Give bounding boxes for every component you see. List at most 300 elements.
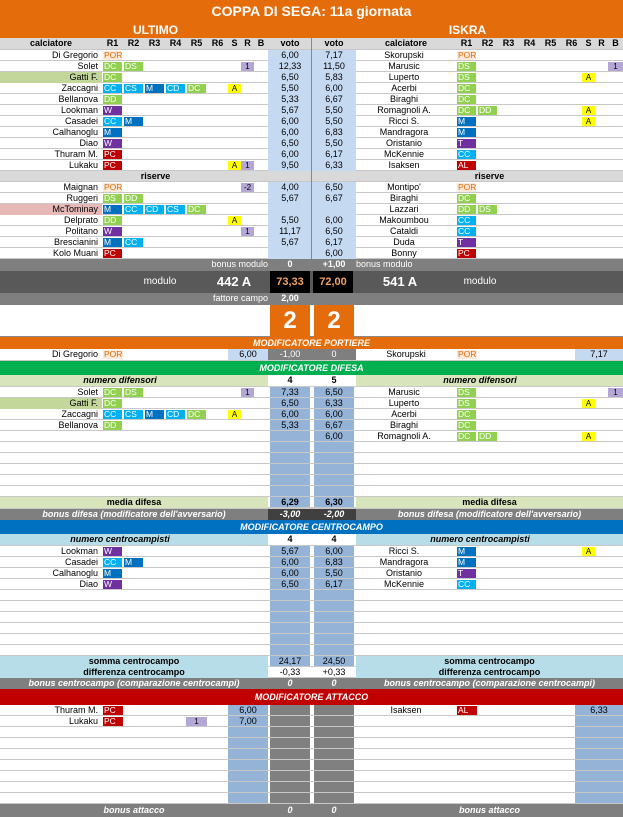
position-badge: T <box>457 238 476 247</box>
modificatore-portiere-title: MODIFICATORE PORTIERE <box>0 337 623 349</box>
somma-centrocampo-row <box>0 656 623 667</box>
player-name: Montipo' <box>387 182 421 192</box>
centrocampo-row <box>0 623 623 634</box>
player-name: Casadei <box>64 557 98 567</box>
stat-r: 1 <box>241 62 254 71</box>
position-badge: CC <box>103 84 122 93</box>
header-r1: R1 <box>460 38 473 48</box>
riserve-left-label: riserve <box>140 171 171 181</box>
player-name: Calhanoglu <box>52 568 98 578</box>
attacco-row <box>0 738 623 749</box>
position-badge: DC <box>187 84 206 93</box>
player-vote: 6,00 <box>281 149 299 159</box>
stat-s: A <box>228 410 241 419</box>
position-badge: DS <box>124 62 143 71</box>
position-badge: PC <box>103 706 123 715</box>
player-vote: 6,17 <box>325 237 343 247</box>
difesa-row <box>0 442 623 453</box>
player-name: Solet <box>77 387 98 397</box>
player-name: McTominay <box>52 204 98 214</box>
media-difesa-left: 6,29 <box>281 497 299 507</box>
header-voto: voto <box>280 38 300 48</box>
player-vote: 6,67 <box>325 94 343 104</box>
stat-s: A <box>582 117 595 126</box>
position-badge: CS <box>166 205 185 214</box>
bonus-modulo-left-label: bonus modulo <box>211 259 268 269</box>
score-row <box>0 305 623 337</box>
header-r: R <box>598 38 605 48</box>
centrocampo-row <box>0 612 623 623</box>
player-vote: 5,67 <box>281 546 299 556</box>
header-r5: R5 <box>544 38 557 48</box>
player-name: Biraghi <box>389 420 418 430</box>
player-vote: 6,00 <box>325 83 343 93</box>
position-badge: M <box>103 238 122 247</box>
modulo-left-label: modulo <box>143 276 177 287</box>
position-badge: M <box>457 117 476 126</box>
difesa-row <box>0 420 623 431</box>
position-badge: M <box>145 410 164 419</box>
fattore-campo-row <box>0 293 623 305</box>
header-s: S <box>585 38 592 48</box>
position-badge: CS <box>124 410 143 419</box>
player-name: Lazzari <box>389 204 419 214</box>
player-name: Lookman <box>60 546 98 556</box>
stat-s: A <box>582 73 595 82</box>
position-badge: DC <box>187 410 206 419</box>
player-vote: 6,00 <box>239 705 257 715</box>
position-badge: DD <box>103 421 122 430</box>
stat-r: 1 <box>241 161 254 170</box>
position-badge: DD <box>103 95 122 104</box>
player-vote: 7,17 <box>325 50 343 60</box>
page-title: COPPA DI SEGA: 11a giornata <box>0 0 623 22</box>
player-name: McKennie <box>383 579 425 589</box>
player-vote: 12,33 <box>278 61 302 71</box>
centrocampo-row <box>0 590 623 601</box>
position-badge: CC <box>457 216 476 225</box>
stat-r: 1 <box>241 388 254 397</box>
position-badge: PC <box>103 161 122 170</box>
player-vote: 5,33 <box>281 420 299 430</box>
team-left-name: ULTIMO <box>132 23 179 37</box>
position-badge: W <box>103 580 122 589</box>
stat-s: A <box>582 399 595 408</box>
difesa-row <box>0 464 623 475</box>
player-vote: 5,67 <box>281 105 299 115</box>
position-badge: DD <box>478 432 497 441</box>
somma-right: 24,50 <box>322 656 346 666</box>
player-vote: 6,00 <box>325 248 343 258</box>
player-name: Maignan <box>63 182 98 192</box>
position-badge: W <box>103 227 122 236</box>
position-badge: DC <box>103 399 122 408</box>
player-vote: 6,00 <box>281 50 299 60</box>
bonus-cc-right: 0 <box>331 678 337 688</box>
position-badge: DD <box>124 194 143 203</box>
team-header <box>0 22 623 38</box>
header-calciatore: calciatore <box>29 38 73 48</box>
player-vote: 6,00 <box>281 116 299 126</box>
position-badge: M <box>124 117 143 126</box>
diff-left-label: differenza centrocampo <box>83 667 185 677</box>
portiere-row <box>0 349 623 361</box>
somma-left: 24,17 <box>278 656 302 666</box>
stat-r: 1 <box>241 227 254 236</box>
position-badge: POR <box>458 349 477 359</box>
diff-left: -0,33 <box>279 667 301 677</box>
difesa-num-row <box>0 375 623 387</box>
player-vote: 6,50 <box>281 579 299 589</box>
bonus-modulo-left-value: 0 <box>287 259 293 269</box>
position-badge: DS <box>457 399 476 408</box>
position-badge: DC <box>103 73 122 82</box>
bonus-centrocampo-row <box>0 678 623 689</box>
player-vote: 5,67 <box>281 193 299 203</box>
position-badge: PC <box>103 717 123 726</box>
portiere-left-name: Di Gregorio <box>51 349 98 359</box>
attacco-row <box>0 716 623 727</box>
position-badge: PC <box>103 150 122 159</box>
bonus-attacco-row <box>0 804 623 817</box>
player-name: Makoumbou <box>379 215 429 225</box>
stat-b: 1 <box>608 62 623 71</box>
difesa-row <box>0 387 623 398</box>
modulo-right-value: 541 A <box>382 274 418 289</box>
player-vote <box>312 204 356 215</box>
player-name: Ricci S. <box>388 546 420 556</box>
player-name: Gatti F. <box>69 72 98 82</box>
player-name: Solet <box>77 61 98 71</box>
position-badge: DD <box>457 205 476 214</box>
player-name: Isaksen <box>388 160 420 170</box>
attacco-row <box>0 782 623 793</box>
header-r6: R6 <box>211 38 224 48</box>
stat-s: A <box>228 84 241 93</box>
header-r5: R5 <box>190 38 203 48</box>
modulo-right-label: modulo <box>463 276 497 287</box>
player-vote: 6,50 <box>325 226 343 236</box>
player-vote: 6,50 <box>281 398 299 408</box>
player-name: Politano <box>65 226 98 236</box>
diff-right: +0,33 <box>322 667 346 677</box>
bonus-modulo-right-value: +1,00 <box>322 259 346 269</box>
position-badge: M <box>457 547 476 556</box>
position-badge: CC <box>103 410 122 419</box>
player-vote: 6,00 <box>325 431 343 441</box>
position-badge: M <box>124 558 143 567</box>
player-name: Romagnoli A. <box>377 431 431 441</box>
position-badge: M <box>457 128 476 137</box>
header-voto: voto <box>324 38 344 48</box>
centrocampo-row <box>0 601 623 612</box>
bonus-difesa-right: -2,00 <box>312 509 356 520</box>
media-difesa-left-label: media difesa <box>106 497 162 507</box>
position-badge: PC <box>103 249 122 258</box>
player-name: Oristanio <box>385 568 422 578</box>
somma-left-label: somma centrocampo <box>88 656 180 666</box>
position-badge: M <box>457 558 476 567</box>
score-right: 2 <box>314 305 354 337</box>
player-name: Kolo Muani <box>52 248 98 258</box>
player-name: Di Gregorio <box>51 50 98 60</box>
player-name: Skorupski <box>384 50 424 60</box>
diff-centrocampo-row <box>0 667 623 678</box>
team-right-name: ISKRA <box>448 23 487 37</box>
header-r3: R3 <box>502 38 515 48</box>
modulo-left-total: 73,33 <box>270 271 310 293</box>
position-badge: POR <box>458 50 477 60</box>
position-badge: W <box>103 139 122 148</box>
difesa-num-label-left: numero difensori <box>83 375 157 385</box>
media-difesa-row <box>0 497 623 509</box>
position-badge: AL <box>457 706 477 715</box>
portiere-left-mod: -1,00 <box>279 349 301 359</box>
bonus-attacco-left: 0 <box>287 805 293 815</box>
modificatore-difesa-title: MODIFICATORE DIFESA <box>0 361 623 375</box>
difesa-num-left: 4 <box>287 375 293 385</box>
player-name: Calhanoglu <box>52 127 98 137</box>
centrocampo-row <box>0 645 623 656</box>
position-badge: CD <box>145 205 164 214</box>
bonus-difesa-right-label: bonus difesa (modificatore dell'avversario) <box>397 509 582 519</box>
stat-s: A <box>582 547 595 556</box>
bonus-modulo-row <box>0 259 623 271</box>
header-r4: R4 <box>169 38 182 48</box>
player-vote: 6,33 <box>325 160 343 170</box>
header-r2: R2 <box>127 38 140 48</box>
player-name: Lookman <box>60 105 98 115</box>
player-name: Bonny <box>391 248 417 258</box>
bonus-difesa-row <box>0 509 623 520</box>
player-name: Thuram M. <box>54 705 98 715</box>
player-name: Cataldi <box>389 226 418 236</box>
modificatore-attacco-title: MODIFICATORE ATTACCO <box>0 689 623 705</box>
attacco-row <box>0 760 623 771</box>
difesa-row <box>0 398 623 409</box>
player-vote: 5,50 <box>281 83 299 93</box>
attacco-row <box>0 749 623 760</box>
player-name: Thuram M. <box>54 149 98 159</box>
bonus-cc-left-label: bonus centrocampo (comparazione centrocampi) <box>28 678 240 688</box>
player-vote: 9,50 <box>281 160 299 170</box>
media-difesa-right-label: media difesa <box>462 497 517 507</box>
player-vote: 6,00 <box>281 409 299 419</box>
player-vote: 6,00 <box>281 557 299 567</box>
position-badge: CD <box>166 410 185 419</box>
bonus-cc-left: 0 <box>287 678 293 688</box>
attacco-row <box>0 771 623 782</box>
attacco-row <box>0 727 623 738</box>
header-r4: R4 <box>523 38 536 48</box>
player-name: Diao <box>79 579 98 589</box>
position-badge: CC <box>103 117 122 126</box>
position-badge: M <box>103 569 122 578</box>
position-badge: DC <box>457 106 476 115</box>
position-badge: DC <box>103 62 122 71</box>
header-r: R <box>244 38 251 48</box>
bonus-attacco-left-label: bonus attacco <box>103 805 165 815</box>
player-name: Mandragora <box>379 127 429 137</box>
centrocampo-num-label-left: numero centrocampisti <box>70 534 170 544</box>
score-left: 2 <box>270 305 310 337</box>
position-badge: CC <box>457 580 476 589</box>
header-r3: R3 <box>148 38 161 48</box>
difesa-row <box>0 486 623 497</box>
bonus-attacco-right-label: bonus attacco <box>458 805 520 815</box>
player-vote: 5,50 <box>325 116 343 126</box>
player-name: Bellanova <box>58 94 98 104</box>
player-vote: 7,00 <box>239 716 257 726</box>
player-name: Lukaku <box>68 160 98 170</box>
player-vote <box>268 204 312 215</box>
player-vote: 6,00 <box>325 409 343 419</box>
stat-s: A <box>228 216 241 225</box>
player-name: Marusic <box>388 387 420 397</box>
difesa-row <box>0 475 623 486</box>
player-vote: 6,00 <box>281 568 299 578</box>
portiere-right-name: Skorupski <box>386 349 426 359</box>
stat-s: A <box>228 161 241 170</box>
centrocampo-row <box>0 568 623 579</box>
centrocampo-num-row <box>0 534 623 546</box>
stat-b: 1 <box>608 388 623 397</box>
player-name: Mandragora <box>379 557 429 567</box>
modulo-row <box>0 271 623 293</box>
player-name: Biraghi <box>389 94 418 104</box>
somma-right-label: somma centrocampo <box>444 656 535 666</box>
attacco-row <box>0 705 623 716</box>
position-badge: DC <box>457 410 476 419</box>
player-name: Romagnoli A. <box>377 105 431 115</box>
player-vote: 6,00 <box>325 546 343 556</box>
player-name: Marusic <box>388 61 420 71</box>
player-vote: 6,00 <box>281 127 299 137</box>
modulo-right-total: 72,00 <box>313 271 353 293</box>
center-divider <box>311 38 312 259</box>
position-badge: DC <box>457 432 476 441</box>
position-badge: PC <box>457 249 476 258</box>
player-name: Ruggeri <box>66 193 98 203</box>
bonus-modulo-right-label: bonus modulo <box>356 259 413 269</box>
riserve-right-label: riserve <box>474 171 505 181</box>
position-badge: CC <box>457 227 476 236</box>
player-name: Zaccagni <box>61 409 98 419</box>
header-s: S <box>231 38 238 48</box>
header-r2: R2 <box>481 38 494 48</box>
position-badge: DC <box>457 421 476 430</box>
player-vote: 6,17 <box>325 149 343 159</box>
portiere-right-mod: 0 <box>331 349 337 359</box>
difesa-row <box>0 431 623 442</box>
player-vote: 5,67 <box>281 237 299 247</box>
player-name: Acerbi <box>391 83 417 93</box>
player-vote: 5,83 <box>325 72 343 82</box>
player-vote: 6,50 <box>325 387 343 397</box>
player-name: Luperto <box>388 72 420 82</box>
player-name: Bellanova <box>58 420 98 430</box>
position-badge: DS <box>457 388 476 397</box>
position-badge: CC <box>103 558 122 567</box>
player-vote: 6,50 <box>325 182 343 192</box>
position-badge: AL <box>457 161 476 170</box>
position-badge: CD <box>166 84 185 93</box>
position-badge: T <box>457 569 476 578</box>
player-vote: 6,50 <box>281 138 299 148</box>
position-badge: POR <box>104 349 123 359</box>
player-vote: 5,50 <box>325 138 343 148</box>
centrocampo-num-left: 4 <box>287 534 293 544</box>
position-badge: DS <box>478 205 497 214</box>
centrocampo-row <box>0 579 623 590</box>
position-badge: M <box>103 205 122 214</box>
centrocampo-num-right: 4 <box>331 534 337 544</box>
stat-r: -2 <box>241 183 254 192</box>
player-name: McKennie <box>383 149 425 159</box>
fattore-campo-label: fattore campo <box>212 293 268 303</box>
modificatore-centrocampo-title: MODIFICATORE CENTROCAMPO <box>0 520 623 534</box>
position-badge: DC <box>187 205 206 214</box>
player-vote: 6,17 <box>325 579 343 589</box>
stat-s: A <box>582 106 595 115</box>
position-badge: DS <box>124 388 143 397</box>
header-r1: R1 <box>106 38 119 48</box>
position-badge: CC <box>124 238 143 247</box>
diff-right-label: differenza centrocampo <box>438 667 541 677</box>
player-vote: 5,50 <box>281 215 299 225</box>
position-badge: M <box>145 84 164 93</box>
difesa-num-label-right: numero difensori <box>443 375 517 385</box>
bonus-attacco-right: 0 <box>331 805 337 815</box>
position-badge: DD <box>103 216 122 225</box>
player-vote: 6,67 <box>325 420 343 430</box>
centrocampo-row <box>0 546 623 557</box>
portiere-left-voto: 6,00 <box>239 349 257 359</box>
centrocampo-row <box>0 634 623 645</box>
position-badge: DC <box>457 84 476 93</box>
player-name: Duda <box>393 237 415 247</box>
difesa-num-right: 5 <box>331 375 337 385</box>
position-badge: CC <box>457 150 476 159</box>
player-vote: 6,67 <box>325 193 343 203</box>
position-badge: DC <box>457 194 476 203</box>
player-vote: 5,50 <box>325 568 343 578</box>
position-badge: POR <box>104 50 123 60</box>
bonus-cc-right-label: bonus centrocampo (comparazione centrocampi) <box>383 678 596 688</box>
position-badge: T <box>457 139 476 148</box>
player-name: Delprato <box>63 215 98 225</box>
header-r6: R6 <box>565 38 578 48</box>
fattore-campo-value: 2,00 <box>281 293 299 303</box>
header-b: B <box>257 38 265 48</box>
stat-r: 1 <box>186 717 207 726</box>
player-vote: 11,17 <box>279 226 301 236</box>
player-name: Isaksen <box>390 705 422 715</box>
position-badge: M <box>103 128 122 137</box>
player-name: Luperto <box>388 398 420 408</box>
media-difesa-right: 6,30 <box>325 497 343 507</box>
player-vote: 5,33 <box>281 94 299 104</box>
player-vote: 6,50 <box>281 72 299 82</box>
position-badge: POR <box>104 182 123 192</box>
position-badge: W <box>103 106 122 115</box>
header-calciatore: calciatore <box>384 38 428 48</box>
position-badge: DS <box>457 73 476 82</box>
position-badge: DD <box>478 106 497 115</box>
player-vote: 6,33 <box>325 398 343 408</box>
position-badge: DS <box>457 62 476 71</box>
player-name: Ricci S. <box>388 116 420 126</box>
